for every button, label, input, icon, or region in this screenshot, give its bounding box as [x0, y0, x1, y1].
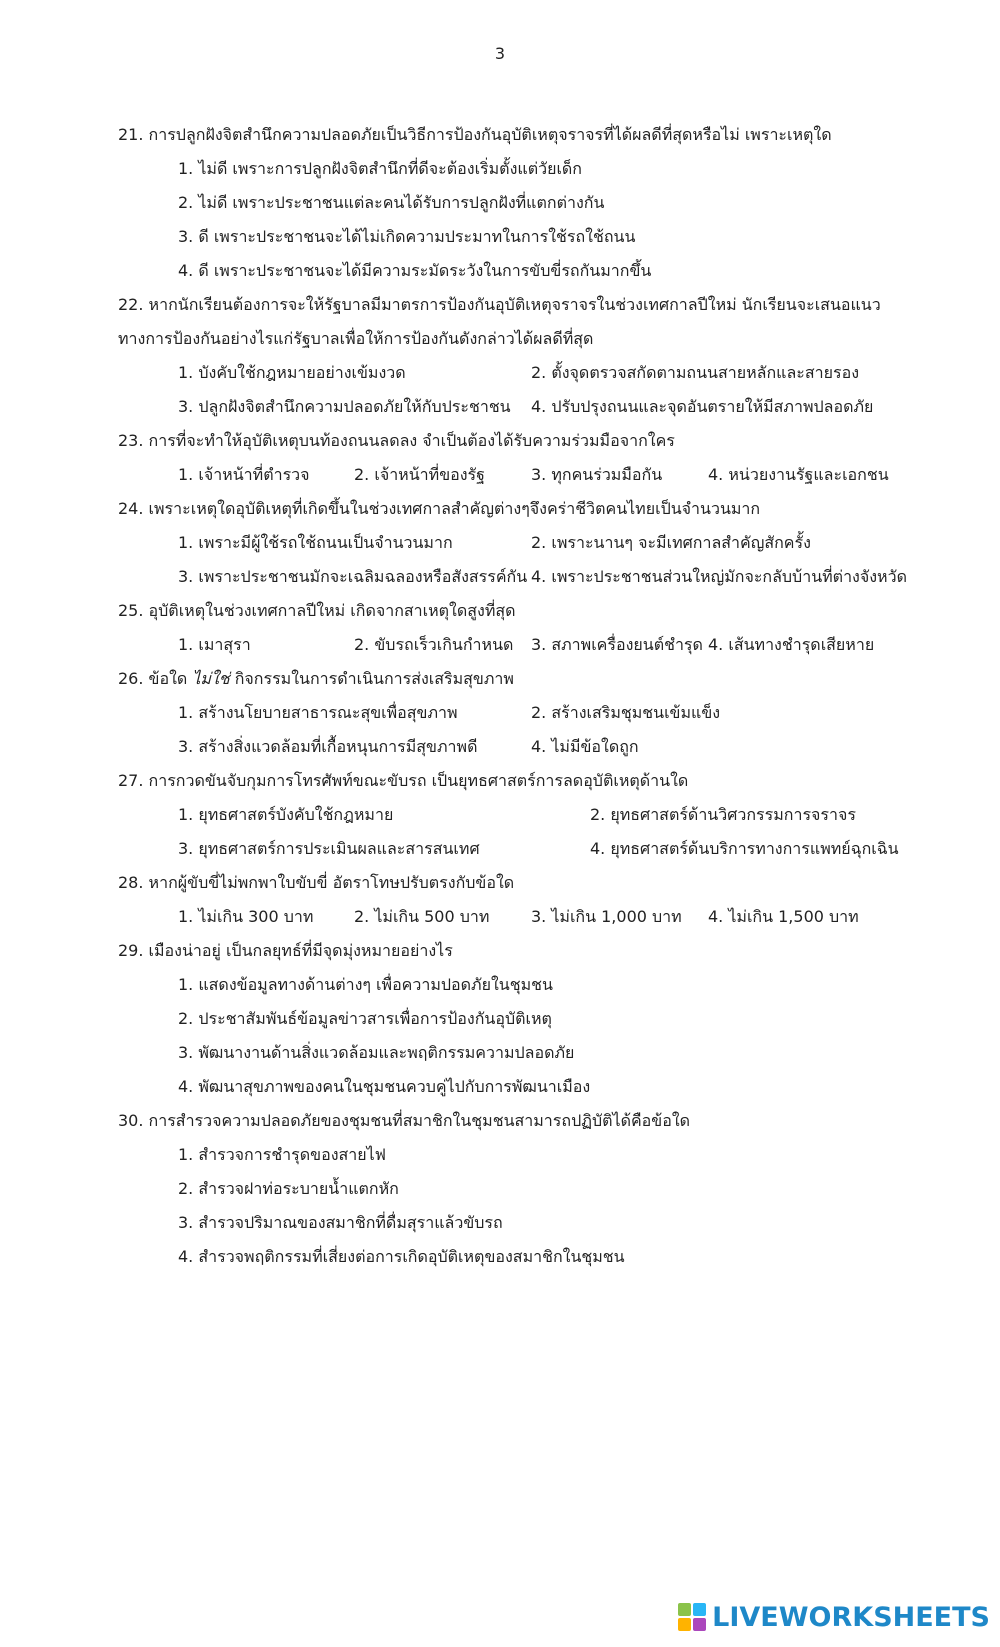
option-grid [118, 696, 990, 764]
question-text: 28. หากผู้ขับขี่ไม่พกพาใบขับขี่ อัตราโทษปรับตรงกับข้อใด [118, 873, 515, 892]
option-4: 4. ดี เพราะประชาชนจะได้มีความระมัดระวังในการขับขี่รถกันมากขึ้น [178, 261, 652, 280]
option-4: 4. ปรับปรุงถนนและจุดอันตรายให้มีสภาพปลอดภัย [531, 397, 874, 416]
question-text [118, 662, 990, 696]
option-3: 3. สำรวจปริมาณของสมาชิกที่ดื่มสุราแล้วขับรถ [178, 1213, 503, 1232]
question-28 [118, 866, 990, 934]
option-grid [118, 526, 990, 594]
option-4: 4. ไม่เกิน 1,500 บาท [708, 907, 859, 926]
option-1: 1. ยุทธศาสตร์บังคับใช้กฎหมาย [178, 805, 394, 824]
question-27 [118, 764, 990, 866]
option-2: 2. ไม่ดี เพราะประชาชนแต่ละคนได้รับการปลูกฝังที่แตกต่างกัน [178, 193, 605, 212]
question-text-pre: 26. ข้อใด [118, 669, 193, 688]
option-2: 2. ขับรถเร็วเกินกำหนด [354, 635, 514, 654]
question-29 [118, 934, 990, 1104]
option-3: 3. ไม่เกิน 1,000 บาท [531, 907, 682, 926]
option-2: 2. ยุทธศาสตร์ด้านวิศวกรรมการจราจร [590, 805, 856, 824]
question-23 [118, 424, 990, 492]
option-2: 2. ตั้งจุดตรวจสกัดตามถนนสายหลักและสายรอง [531, 363, 860, 382]
question-text: 25. อุบัติเหตุในช่วงเทศกาลปีใหม่ เกิดจากสาเหตุใดสูงที่สุด [118, 601, 516, 620]
option-3: 3. เพราะประชาชนมักจะเฉลิมฉลองหรือสังสรรค์กัน [178, 567, 528, 586]
option-3: 3. สภาพเครื่องยนต์ชำรุด [531, 635, 703, 654]
liveworksheets-logo [678, 1597, 990, 1637]
option-1: 1. ไม่เกิน 300 บาท [178, 907, 314, 926]
option-2: 2. เพราะนานๆ จะมีเทศกาลสำคัญสักครั้ง [531, 533, 811, 552]
question-text-emphasis: ไม่ใช่ [192, 669, 230, 688]
question-text: 29. เมืองน่าอยู่ เป็นกลยุทธ์ที่มีจุดมุ่งหมายอย่างไร [118, 941, 453, 960]
question-text: 30. การสำรวจความปลอดภัยของชุมชนที่สมาชิกในชุมชนสามารถปฏิบัติได้คือข้อใด [118, 1111, 691, 1130]
option-2: 2. เจ้าหน้าที่ของรัฐ [354, 465, 485, 484]
option-2: 2. สร้างเสริมชุมชนเข้มแข็ง [531, 703, 721, 722]
option-1: 1. เจ้าหน้าที่ตำรวจ [178, 465, 310, 484]
option-grid [118, 356, 990, 424]
question-30 [118, 1104, 990, 1274]
question-text-line-2: ทางการป้องกันอย่างไรแก่รัฐบาลเพื่อให้การป้องกันดังกล่าวได้ผลดีที่สุด [118, 329, 594, 348]
page-number: 3 [494, 44, 506, 63]
option-1: 1. เพราะมีผู้ใช้รถใช้ถนนเป็นจำนวนมาก [178, 533, 453, 552]
question-26 [118, 662, 990, 764]
option-2: 2. ประชาสัมพันธ์ข้อมูลข่าวสารเพื่อการป้องกันอุบัติเหตุ [178, 1009, 552, 1028]
question-21 [118, 118, 990, 288]
question-24 [118, 492, 990, 594]
option-1: 1. สำรวจการชำรุดของสายไฟ [178, 1145, 387, 1164]
option-4: 4. เพราะประชาชนส่วนใหญ่มักจะกลับบ้านที่ต่างจังหวัด [531, 567, 907, 586]
question-text-line-1: 22. หากนักเรียนต้องการจะให้รัฐบาลมีมาตรการป้องกันอุบัติเหตุจราจรในช่วงเทศกาลปีใหม่ นักเรียนจะเสนอแนว [118, 295, 881, 314]
option-4: 4. พัฒนาสุขภาพของคนในชุมชนควบคู่ไปกับการพัฒนาเมือง [178, 1077, 591, 1096]
option-4: 4. ไม่มีข้อใดถูก [531, 737, 639, 756]
option-3: 3. พัฒนางานด้านสิ่งแวดล้อมและพฤติกรรมความปลอดภัย [178, 1043, 575, 1062]
option-1: 1. ไม่ดี เพราะการปลูกฝังจิตสำนึกที่ดีจะต้องเริ่มตั้งแต่วัยเด็ก [178, 159, 582, 178]
option-1: 1. สร้างนโยบายสาธารณะสุขเพื่อสุขภาพ [178, 703, 458, 722]
question-22 [118, 288, 990, 424]
question-text-post: กิจกรรมในการดำเนินการส่งเสริมสุขภาพ [229, 669, 514, 688]
option-2: 2. ไม่เกิน 500 บาท [354, 907, 490, 926]
option-3: 3. สร้างสิ่งแวดล้อมที่เกื้อหนุนการมีสุขภาพดี [178, 737, 478, 756]
question-text: 23. การที่จะทำให้อุบัติเหตุบนท้องถนนลดลง จำเป็นต้องได้รับความร่วมมือจากใคร [118, 431, 675, 450]
option-row [118, 900, 990, 934]
option-1: 1. แสดงข้อมูลทางด้านต่างๆ เพื่อความปอดภัยในชุมชน [178, 975, 553, 994]
option-list [118, 968, 990, 1104]
option-1: 1. เมาสุรา [178, 635, 251, 654]
logo-mark-icon [678, 1603, 706, 1631]
option-list [118, 152, 990, 288]
option-2: 2. สำรวจฝาท่อระบายน้ำแตกหัก [178, 1179, 399, 1198]
option-3: 3. ดี เพราะประชาชนจะได้ไม่เกิดความประมาทในการใช้รถใช้ถนน [178, 227, 636, 246]
option-3: 3. ยุทธศาสตร์การประเมินผลและสารสนเทศ [178, 839, 480, 858]
option-grid [118, 798, 990, 866]
option-4: 4. เส้นทางชำรุดเสียหาย [708, 635, 875, 654]
option-4: 4. หน่วยงานรัฐและเอกชน [708, 465, 889, 484]
question-text: 24. เพราะเหตุใดอุบัติเหตุที่เกิดขึ้นในช่วงเทศกาลสำคัญต่างๆจึงคร่าชีวิตคนไทยเป็นจำนวนมาก [118, 499, 761, 518]
question-25 [118, 594, 990, 662]
logo-text: LIVEWORKSHEETS [712, 1601, 990, 1633]
question-text: 27. การกวดขันจับกุมการโทรศัพท์ขณะขับรถ เป็นยุทธศาสตร์การลดอุบัติเหตุด้านใด [118, 771, 689, 790]
option-list [118, 1138, 990, 1274]
option-4: 4. ยุทธศาสตร์ด้นบริการทางการแพทย์ฉุกเฉิน [590, 839, 899, 858]
option-4: 4. สำรวจพฤติกรรมที่เสี่ยงต่อการเกิดอุบัติเหตุของสมาชิกในชุมชน [178, 1247, 625, 1266]
question-text: 21. การปลูกฝังจิตสำนึกความปลอดภัยเป็นวิธีการป้องกันอุบัติเหตุจราจรที่ได้ผลดีที่สุดหรือไม่ เพราะเหตุใด [118, 125, 832, 144]
option-3: 3. ทุกคนร่วมมือกัน [531, 465, 663, 484]
question-list [118, 118, 990, 1274]
option-row [118, 628, 990, 662]
option-1: 1. บังคับใช้กฎหมายอย่างเข้มงวด [178, 363, 406, 382]
option-3: 3. ปลูกฝังจิตสำนึกความปลอดภัยให้กับประชาชน [178, 397, 511, 416]
option-row [118, 458, 990, 492]
